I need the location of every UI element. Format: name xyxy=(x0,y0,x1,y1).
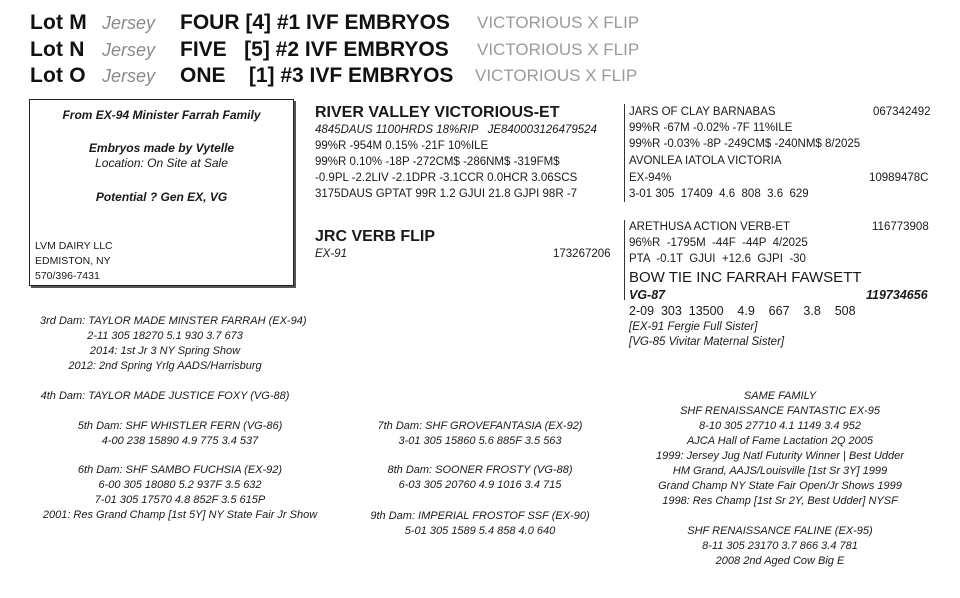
sire-dam-reg: 10989478C xyxy=(869,172,929,184)
sixth-dam-block xyxy=(20,463,340,523)
sire-dam-class: EX-94% xyxy=(629,172,672,184)
sire-sire-reg: 067342492 xyxy=(873,106,931,118)
sale-location: Location: On Site at Sale xyxy=(95,156,228,170)
sire-line-4: -0.9PL -2.2LIV -2.1DPR -3.1CCR 0.0HCR 3.06SCS xyxy=(315,172,578,184)
dam-name: JRC VERB FLIP xyxy=(315,228,436,245)
relative-2-name: SHF RENAISSANCE FALINE (EX-95) xyxy=(687,525,873,537)
fourth-dam-title: 4th Dam: TAYLOR MADE JUSTICE FOXY (VG-88) xyxy=(40,390,290,402)
dam-dam-note-2: [VG-85 Vivitar Maternal Sister] xyxy=(629,336,785,348)
lot-mating: VICTORIOUS X FLIP xyxy=(475,66,638,85)
eighth-dam-record: 6-03 305 20760 4.9 1016 3.4 715 xyxy=(398,479,562,491)
dam-reg: 173267206 xyxy=(553,248,611,260)
eighth-dam-title: 8th Dam: SOONER FROSTY (VG-88) xyxy=(387,464,573,476)
owner-phone: 570/396-7431 xyxy=(35,270,100,282)
dam-class: EX-91 xyxy=(315,248,347,260)
sire-line-1: 4845DAUS 1100HRDS 18%RIP JE840003126479524 xyxy=(315,124,597,136)
fifth-dam-record: 4-00 238 15890 4.9 775 3.4 537 xyxy=(101,435,259,447)
ninth-dam-title: 9th Dam: IMPERIAL FROSTOF SSF (EX-90) xyxy=(370,510,590,522)
sixth-dam-award: 2001: Res Grand Champ [1st 5Y] NY State Fair Jr Show xyxy=(42,509,318,521)
sire-sire-line-1: 99%R -67M -0.02% -7F 11%ILE xyxy=(629,122,793,134)
relative-2-record: 8-11 305 23170 3.7 866 3.4 781 xyxy=(702,540,858,552)
lot-embryo-count: ONE [1] #3 IVF EMBRYOS xyxy=(180,64,454,87)
info-box xyxy=(29,99,294,286)
eighth-dam-block xyxy=(355,463,605,493)
third-dam-block xyxy=(40,314,307,374)
seventh-dam-block xyxy=(355,419,605,449)
fifth-dam-block xyxy=(55,419,305,449)
lot-label: Lot O xyxy=(30,64,86,87)
sixth-dam-record-1: 6-00 305 18080 5.2 937F 3.5 632 xyxy=(98,479,262,491)
dam-dam-name: BOW TIE INC FARRAH FAWSETT xyxy=(629,269,862,286)
relative-1-award-1: AJCA Hall of Fame Lactation 2Q 2005 xyxy=(686,435,874,447)
lot-embryo-count: FOUR [4] #1 IVF EMBRYOS xyxy=(180,11,450,34)
sire-sire-name: JARS OF CLAY BARNABAS xyxy=(629,106,776,118)
sixth-dam-title: 6th Dam: SHF SAMBO FUCHSIA (EX-92) xyxy=(77,464,283,476)
sire-name: RIVER VALLEY VICTORIOUS-ET xyxy=(315,104,560,121)
embryo-maker: Embryos made by Vytelle xyxy=(88,141,235,155)
relative-1-award-5: 1998: Res Champ [1st Sr 2Y, Best Udder] NYSF xyxy=(662,495,898,507)
relative-2-block xyxy=(630,524,930,569)
lot-embryo-count: FIVE [5] #2 IVF EMBRYOS xyxy=(180,38,449,61)
third-dam-award-1: 2014: 1st Jr 3 NY Spring Show xyxy=(89,345,241,357)
same-family-block xyxy=(630,389,930,509)
dam-sire-line-1: 96%R -1795M -44F -44P 4/2025 xyxy=(629,237,808,249)
sire-dam-record: 3-01 305 17409 4.6 808 3.6 629 xyxy=(629,188,809,200)
third-dam-award-2: 2012: 2nd Spring Yrlg AADS/Harrisburg xyxy=(68,360,262,372)
sixth-dam-record-2: 7-01 305 17570 4.8 852F 3.5 615P xyxy=(94,494,266,506)
sire-line-2: 99%R -954M 0.15% -21F 10%ILE xyxy=(315,140,489,152)
pedigree-bracket xyxy=(624,104,625,202)
owner-name: LVM DAIRY LLC xyxy=(35,240,113,252)
dam-sire-line-2: PTA -0.1T GJUI +12.6 GJPI -30 xyxy=(629,253,806,265)
dam-sire-name: ARETHUSA ACTION VERB-ET xyxy=(629,221,791,233)
family-line: From EX-94 Minister Farrah Family xyxy=(62,108,261,122)
ninth-dam-record: 5-01 305 1589 5.4 858 4.0 640 xyxy=(404,525,556,537)
lot-breed: Jersey xyxy=(102,66,156,86)
seventh-dam-title: 7th Dam: SHF GROVEFANTASIA (EX-92) xyxy=(377,420,583,432)
lot-label: Lot N xyxy=(30,38,85,61)
relative-1-name: SHF RENAISSANCE FANTASTIC EX-95 xyxy=(680,405,880,417)
lot-mating: VICTORIOUS X FLIP xyxy=(477,13,640,32)
lot-breed: Jersey xyxy=(102,40,156,60)
sire-line-5: 3175DAUS GPTAT 99R 1.2 GJUI 21.8 GJPI 98R -7 xyxy=(315,188,578,200)
third-dam-record: 2-11 305 18270 5.1 930 3.7 673 xyxy=(87,330,243,342)
ninth-dam-block xyxy=(355,509,605,539)
dam-dam-reg: 119734656 xyxy=(866,288,928,302)
relative-1-award-3: HM Grand, AAJS/Louisville [1st Sr 3Y] 1999 xyxy=(672,465,888,477)
fourth-dam-block xyxy=(40,389,290,404)
seventh-dam-record: 3-01 305 15860 5.6 885F 3.5 563 xyxy=(398,435,562,447)
third-dam-title: 3rd Dam: TAYLOR MADE MINSTER FARRAH (EX-94) xyxy=(40,315,307,327)
relative-2-award: 2008 2nd Aged Cow Big E xyxy=(715,555,845,567)
relative-1-award-4: Grand Champ NY State Fair Open/Jr Shows 1999 xyxy=(658,480,902,492)
dam-dam-note-1: [EX-91 Fergie Full Sister] xyxy=(629,321,758,333)
sire-line-3: 99%R 0.10% -18P -272CM$ -286NM$ -319FM$ xyxy=(315,156,560,168)
sire-dam-name: AVONLEA IATOLA VICTORIA xyxy=(629,155,782,167)
fifth-dam-title: 5th Dam: SHF WHISTLER FERN (VG-86) xyxy=(77,420,283,432)
pedigree-bracket xyxy=(624,220,625,300)
owner-city: EDMISTON, NY xyxy=(35,255,111,267)
lot-mating: VICTORIOUS X FLIP xyxy=(477,40,640,59)
relative-1-record: 8-10 305 27710 4.1 1149 3.4 952 xyxy=(699,420,861,432)
relative-1-award-2: 1999: Jersey Jug Natl Futurity Winner | Best Udder xyxy=(656,450,904,462)
dam-dam-record: 2-09 303 13500 4.9 667 3.8 508 xyxy=(629,304,856,318)
sire-sire-line-2: 99%R -0.03% -8P -249CM$ -240NM$ 8/2025 xyxy=(629,138,861,150)
dam-sire-reg: 116773908 xyxy=(872,221,929,233)
dam-dam-class: VG-87 xyxy=(629,288,666,302)
lot-label: Lot M xyxy=(30,11,87,34)
same-family-header: SAME FAMILY xyxy=(743,390,817,402)
potential: Potential ? Gen EX, VG xyxy=(95,190,228,204)
lot-breed: Jersey xyxy=(102,13,156,33)
